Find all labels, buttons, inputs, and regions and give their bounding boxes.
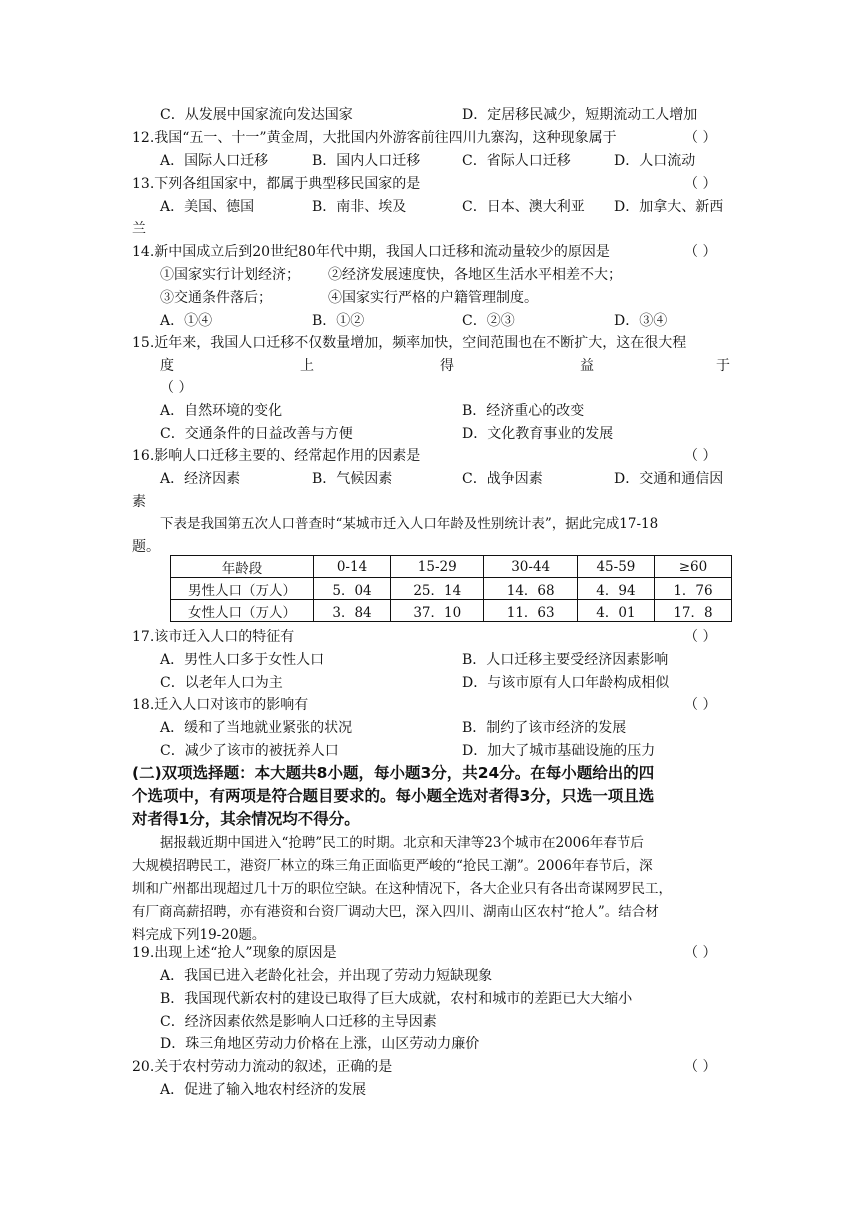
q14-statement-1: ①国家实行计划经济；: [160, 267, 300, 283]
q20-stem: 20.关于农村劳动力流动的叙述，正确的是: [132, 1059, 393, 1075]
q16-option-a: A．经济因素: [160, 471, 241, 487]
q14-stem: 14.新中国成立后到20世纪80年代中期，我国人口迁移和流动量较少的原因是: [132, 244, 610, 260]
migration-stats-table: [170, 555, 732, 622]
q13-option-b: B．南非、埃及: [312, 199, 407, 215]
q12-option-c: C．省际人口迁移: [462, 153, 571, 169]
q16-answer-blank: （ ）: [684, 448, 717, 464]
q19-option-a: A．我国已进入老龄化社会，并出现了劳动力短缺现象: [160, 968, 493, 984]
q16-option-b: B．气候因素: [312, 471, 393, 487]
q16-option-c: C．战争因素: [462, 471, 543, 487]
table-cell: 11．63: [484, 600, 577, 622]
table-row: [171, 600, 732, 622]
table-cell: 4．01: [577, 600, 654, 622]
section-2-heading: (二)双项选择题：本大题共8小题，每小题3分，共24分。在每小题给出的四: [132, 764, 655, 782]
q18-stem: 18.迁入人口对该市的影响有: [132, 697, 309, 713]
section-2-heading-line2: 个选项中，有两项是符合题目要求的。每小题全选对者得3分，只选一项且选: [132, 787, 655, 805]
q18-option-b: B．制约了该市经济的发展: [462, 720, 627, 736]
q12-option-a: A．国际人口迁移: [160, 153, 269, 169]
q12-option-b: B．国内人口迁移: [312, 153, 421, 169]
q17-option-b: B．人口迁移主要受经济因素影响: [462, 652, 669, 668]
table-header-cell: 年龄段: [171, 556, 314, 578]
q12-answer-blank: （ ）: [684, 130, 717, 146]
table-cell: 4．94: [577, 578, 654, 600]
q16-option-d-wrap: 素: [132, 494, 146, 510]
q15-stem-char: 得: [440, 358, 454, 374]
table-cell: 3．84: [314, 600, 391, 622]
q12-option-d: D．人口流动: [614, 153, 696, 169]
q13-option-d-wrap: 兰: [132, 221, 146, 237]
q14-option-b: B．①②: [312, 313, 365, 329]
q18-option-d: D．加大了城市基础设施的压力: [462, 743, 656, 759]
q19-option-b: B．我国现代新农村的建设已取得了巨大成就，农村和城市的差距已大大缩小: [160, 991, 633, 1007]
table-header-cell: ≥60: [654, 556, 731, 578]
table-cell: 17．8: [654, 600, 731, 622]
table-row-label: 男性人口（万人）: [171, 578, 314, 600]
q15-option-a: A．自然环境的变化: [160, 403, 283, 419]
q19-option-c: C．经济因素依然是影响人口迁移的主导因素: [160, 1014, 437, 1030]
q17-option-d: D．与该市原有人口年龄构成相似: [462, 675, 670, 691]
q12-stem: 12.我国“五一、十一”黄金周，大批国内外游客前往四川九寨沟，这种现象属于: [132, 130, 617, 146]
table-intro: 下表是我国第五次人口普查时“某城市迁入人口年龄及性别统计表”，据此完成17-18: [160, 516, 659, 532]
q17-answer-blank: （ ）: [684, 629, 717, 645]
q11-option-c: C．从发展中国家流向发达国家: [160, 107, 353, 123]
passage-line: 据报载近期中国进入“抢聘”民工的时期。北京和天津等23个城市在2006年春节后: [160, 835, 644, 851]
table-cell: 25．14: [391, 578, 484, 600]
q15-stem-char: 益: [580, 358, 594, 374]
table-row: [171, 578, 732, 600]
table-row-label: 女性人口（万人）: [171, 600, 314, 622]
q13-answer-blank: （ ）: [684, 176, 717, 192]
table-cell: 1．76: [654, 578, 731, 600]
q19-stem: 19.出现上述“抢人”现象的原因是: [132, 945, 337, 961]
passage-line: 圳和广州都出现超过几十万的职位空缺。在这种情况下，各大企业只有各出奇谋网罗民工，: [132, 881, 672, 897]
q18-option-c: C．减少了该市的被抚养人口: [160, 743, 339, 759]
q17-option-c: C．以老年人口为主: [160, 675, 283, 691]
table-cell: 5．04: [314, 578, 391, 600]
table-header-cell: 30-44: [484, 556, 577, 578]
q15-option-c: C．交通条件的日益改善与方便: [160, 426, 353, 442]
q15-stem: 15.近年来，我国人口迁移不仅数量增加，频率加快，空间范围也在不断扩大，这在很大程: [132, 335, 687, 351]
passage-line: 大规模招聘民工，港资厂林立的珠三角正面临更严峻的“抢民工潮”。2006年春节后，深: [132, 858, 653, 874]
section-2-heading-line3: 对者得1分，其余情况均不得分。: [132, 810, 360, 828]
q13-option-d: D．加拿大、新西: [614, 199, 724, 215]
q19-answer-blank: （ ）: [684, 945, 717, 961]
q15-option-d: D．文化教育事业的发展: [462, 426, 614, 442]
q16-option-d: D．交通和通信因: [614, 471, 724, 487]
q17-option-a: A．男性人口多于女性人口: [160, 652, 325, 668]
table-header-cell: 0-14: [314, 556, 391, 578]
q14-answer-blank: （ ）: [684, 244, 717, 260]
q14-option-d: D．③④: [614, 313, 668, 329]
q14-statement-3: ③交通条件落后；: [160, 290, 272, 306]
q13-option-a: A．美国、德国: [160, 199, 255, 215]
table-cell: 37．10: [391, 600, 484, 622]
passage-line: 料完成下列19-20题。: [132, 927, 266, 943]
passage-line: 有厂商高薪招聘，亦有港资和台资厂调动大巴，深入四川、湖南山区农村“抢人”。结合材: [132, 904, 659, 920]
q18-option-a: A．缓和了当地就业紧张的状况: [160, 720, 353, 736]
q20-option-a: A．促进了输入地农村经济的发展: [160, 1082, 367, 1098]
q13-stem: 13.下列各组国家中，都属于典型移民国家的是: [132, 176, 421, 192]
q14-option-c: C．②③: [462, 313, 515, 329]
table-intro-wrap: 题。: [132, 539, 160, 555]
q15-answer-blank: （ ）: [160, 380, 193, 396]
q15-stem-char: 度: [160, 358, 174, 374]
q15-stem-char: 于: [716, 358, 730, 374]
q16-stem: 16.影响人口迁移主要的、经常起作用的因素是: [132, 448, 421, 464]
q14-option-a: A．①④: [160, 313, 213, 329]
q15-option-b: B．经济重心的改变: [462, 403, 585, 419]
q18-answer-blank: （ ）: [684, 697, 717, 713]
q15-stem-char: 上: [300, 358, 314, 374]
q19-option-d: D．珠三角地区劳动力价格在上涨，山区劳动力廉价: [160, 1036, 480, 1052]
table-header-cell: 45-59: [577, 556, 654, 578]
table-header-row: [171, 556, 732, 578]
q14-statement-2: ②经济发展速度快，各地区生活水平相差不大；: [328, 267, 622, 283]
table-cell: 14．68: [484, 578, 577, 600]
q17-stem: 17.该市迁入人口的特征有: [132, 629, 295, 645]
q13-option-c: C．日本、澳大利亚: [462, 199, 585, 215]
q20-answer-blank: （ ）: [684, 1059, 717, 1075]
table-header-cell: 15-29: [391, 556, 484, 578]
q14-statement-4: ④国家实行严格的户籍管理制度。: [328, 290, 538, 306]
q11-option-d: D．定居移民减少，短期流动工人增加: [462, 107, 698, 123]
